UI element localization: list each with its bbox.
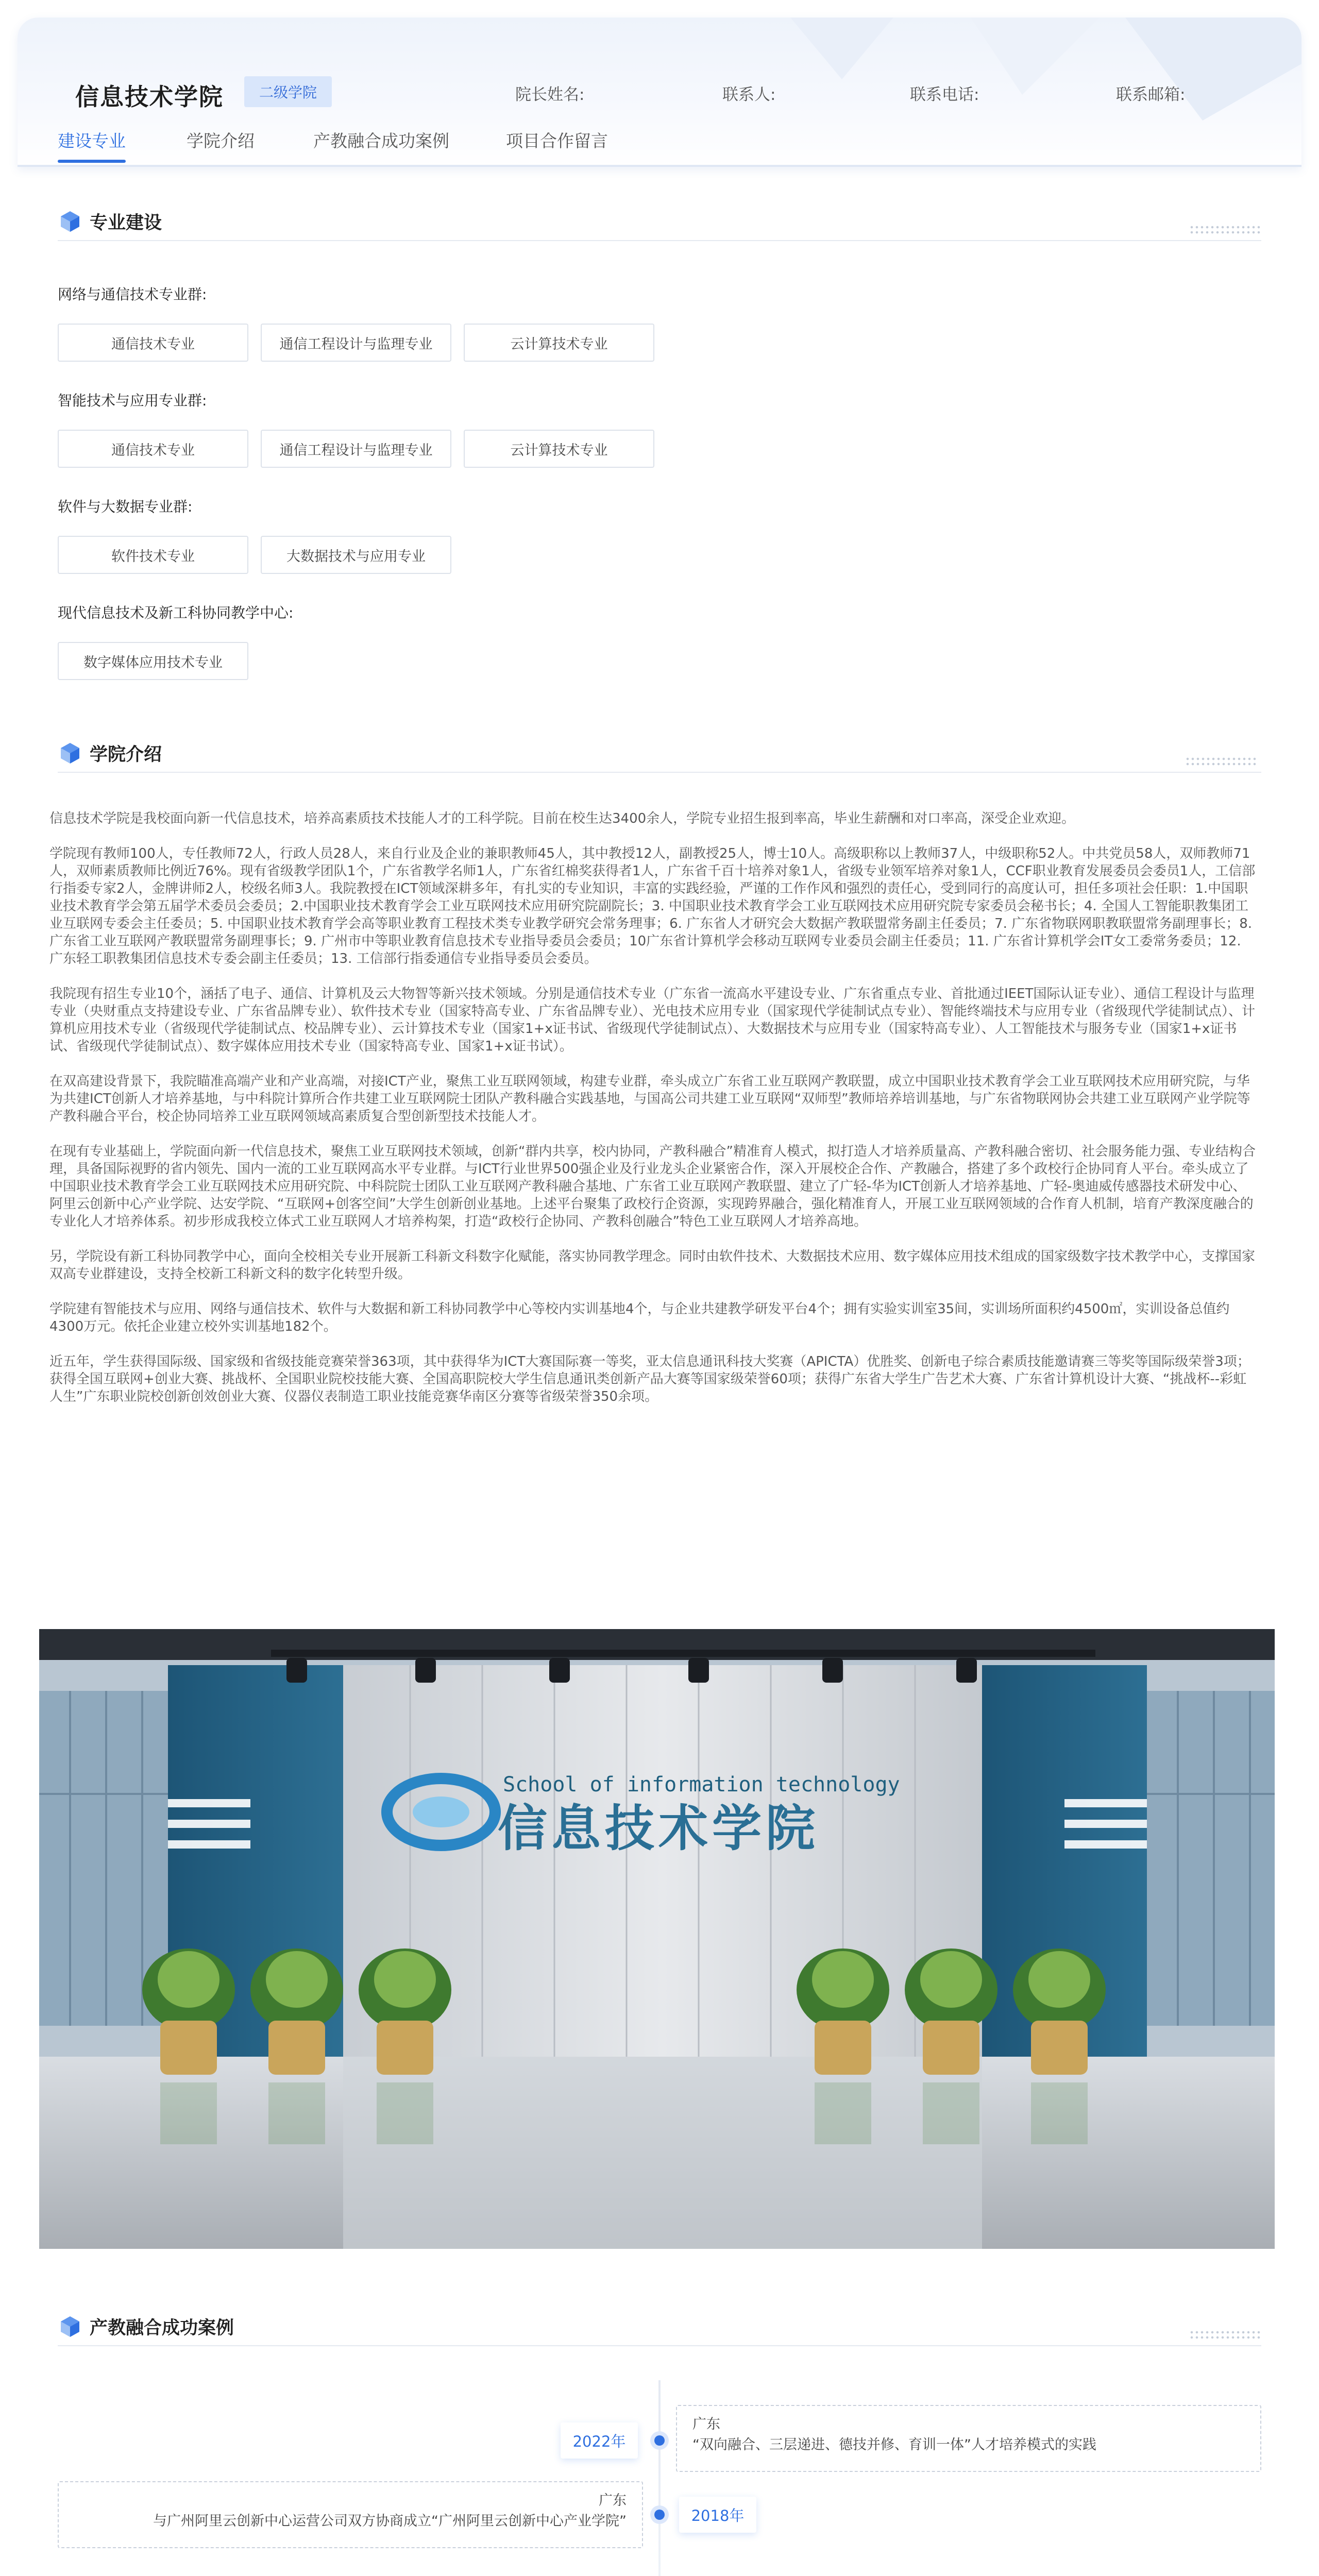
tab-cases[interactable]: 产教融合成功案例 xyxy=(313,131,449,151)
major-chip[interactable]: 通信工程设计与监理专业 xyxy=(261,430,451,468)
case-description: 与广州阿里云创新中心运营公司双方协商成立“广州阿里云创新中心产业学院” xyxy=(153,2513,627,2529)
header-card xyxy=(18,18,1301,167)
cases-title-dots xyxy=(1189,2330,1261,2341)
sign-english-text: School of information technology xyxy=(503,1773,900,1797)
intro-paragraph: 信息技术学院是我校面向新一代信息技术，培养高素质技术技能人才的工科学院。目前在校生达3400余人，学院专业招生报到率高，毕业生薪酬和对口率高，深受企业欢迎。 xyxy=(49,811,1075,826)
timeline-axis xyxy=(658,2380,661,2576)
college-lobby-photo xyxy=(39,1629,1275,2249)
major-chip[interactable]: 通信工程设计与监理专业 xyxy=(261,324,451,362)
intro-paragraph: 学院建有智能技术与应用、网络与通信技术、软件与大数据和新工科协同教学中心等校内实训基地4个，与企业共建教学研发平台4个；拥有实验实训室35间，实训场所面积约4500㎡，实训设备总值约4300万元。依托企业建立校外实训基地182个。 xyxy=(49,1301,1230,1334)
college-level-badge: 二级学院 xyxy=(244,76,332,107)
intro-paragraph: 学院现有教师100人，专任教师72人，行政人员28人，来自行业及企业的兼职教师45人，其中教授12人，副教授25人，博士10人。高级职称以上教师37人，中级职称52人。中共党员58人，双师教师71人，双师素质教师比例近76%。现有省级教学团队1个，广东省教学名师1人，广东省红棉奖获得者1人，广东省千百十培养对象1人，省级专业领军培养对象1人，CCF职业教育发展委员会委员1人，工信部行指委专家2人，金牌讲师2人，校级名师3人。我院教授在ICT领域深耕多年，有扎实的专业知识，丰富的实践经验，严谨的工作作风和强烈的责任心，受到同行的高度认可，担任多项社会任职：1.中国职业技术教育学会第五届学术委员会委员；2.中国职业技术教育学会工业互联网技术应用研究院副院长；3. 中国职业技术教育学会工业互联网技术应用研究院专家委员会秘书长；4. 全国人工智能职教集团工业互联网专委会主任委员；5. 中国职业技术教育学会高等职业教育工程技术类专业教学研究会常务理事；6. 广东省人才研究会大数据产教联盟常务副主任委员；7. 广东省物联网职教联盟常务副理事长；8. 广东省工业互联网产教联盟常务副理事长；9. 广州市中等职业教育信息技术专业指导委员会委员；10广东省计算机学会移动互联网专业委员会副主任委员；11. 广东省计算机学会IT女工委常务委员；12. 广东轻工职教集团信息技术专委会副主任委员；13. 工信部行指委通信专业指导委员会委员。 xyxy=(49,846,1256,967)
major-chip[interactable]: 数字媒体应用技术专业 xyxy=(58,642,248,680)
case-region: 广东 xyxy=(692,2416,720,2432)
cases-section-title xyxy=(58,2311,234,2342)
tab-college-intro[interactable]: 学院介绍 xyxy=(187,131,255,151)
case-card[interactable] xyxy=(676,2405,1261,2472)
major-group-label: 智能技术与应用专业群: xyxy=(58,392,207,409)
case-description: “双向融合、三层递进、德技并修、育训一体”人才培养模式的实践 xyxy=(692,2437,1096,2453)
major-group-label: 现代信息技术及新工科协同教学中心: xyxy=(58,604,294,621)
major-chip[interactable]: 云计算技术专业 xyxy=(464,324,654,362)
major-chip[interactable]: 大数据技术与应用专业 xyxy=(261,536,451,574)
intro-section-title-text: 学院介绍 xyxy=(90,744,162,765)
cases-section-title-text: 产教融合成功案例 xyxy=(90,2318,234,2338)
majors-section-title-text: 专业建设 xyxy=(90,213,162,233)
intro-paragraph: 另，学院设有新工科协同教学中心，面向全校相关专业开展新工科新文科数字化赋能，落实协同教学理念。同时由软件技术、大数据技术应用、数字媒体应用技术组成的国家级数字技术教学中心，支撑国家双高专业群建设，支持全校新工科新文科的数字化转型升级。 xyxy=(49,1249,1256,1282)
intro-title-divider xyxy=(58,772,1261,773)
section-cube-icon xyxy=(58,2314,82,2339)
case-card[interactable] xyxy=(58,2481,643,2548)
intro-paragraph: 在现有专业基础上，学院面向新一代信息技术，聚焦工业互联网技术领域，创新“群内共享，校内协同，产教科融合”精准育人模式，拟打造人才培养质量高、产教科融合密切、社会服务能力强、专业结构合理，具备国际视野的省内领先、国内一流的工业互联网高水平专业群。与ICT行业世界500强企业及行业龙头企业紧密合作，深入开展校企合作、产教融合，搭建了多个政校行企协同育人平台。牵头成立了中国职业技术教育学会工业互联网技术应用研究院、中科院院士团队工业互联网产教科融合基地、广东省工业互联网产教联盟、建立了广轻-华为ICT创新人才培养基地、广轻-奥迪威传感器技术研发中心、阿里云创新中心产业学院、达安学院、“互联网+创客空间”大学生创新创业基地。上述平台聚集了政校行企资源，实现跨界融合，强化精准育人，开展工业互联网领域的合作育人机制，培育产教深度融合的专业化人才培养体系。初步形成我校立体式工业互联网人才培养构架，打造“政校行企协同、产教科创融合”特色工业互联网人才培养高地。 xyxy=(49,1144,1256,1229)
intro-paragraph: 近五年，学生获得国际级、国家级和省级技能竞赛荣誉363项，其中获得华为ICT大赛国际赛一等奖，亚太信息通讯科技大奖赛（APICTA）优胜奖、创新电子综合素质技能邀请赛三等奖等国际级荣誉3项；获得全国互联网+创业大赛、挑战杯、全国职业院校技能大赛、全国高职院校大学生信息通讯类创新产品大赛等国家级荣誉60项；获得广东省大学生广告艺术大赛、广东省计算机设计大赛、“挑战杯--彩虹人生”广东职业院校创新创效创业大赛、仪器仪表制造工职业技能竞赛华南区分赛等省级荣誉350余项。 xyxy=(49,1354,1250,1404)
intro-paragraph: 我院现有招生专业10个，涵括了电子、通信、计算机及云大物智等新兴技术领域。分别是通信技术专业（广东省一流高水平建设专业、广东省重点专业、首批通过IEET国际认证专业）、通信工程设计与监理专业（央财重点支持建设专业、广东省品牌专业）、软件技术专业（国家特高专业、广东省品牌专业）、光电技术应用专业（国家现代学徒制试点专业）、智能终端技术与应用专业（省级现代学徒制试点）、计算机应用技术专业（省级现代学徒制试点、校品牌专业）、云计算技术专业（国家1+x证书试、省级现代学徒制试点）、大数据技术与应用专业（国家特高专业）、人工智能技术与服务专业（国家1+x证书试、省级现代学徒制试点）、数字媒体应用技术专业（国家特高专业、国家1+x证书试）。 xyxy=(49,986,1256,1054)
tab-cooperation-message[interactable]: 项目合作留言 xyxy=(506,131,608,151)
major-group-label: 软件与大数据专业群: xyxy=(58,498,193,515)
majors-title-divider xyxy=(58,240,1261,241)
major-chip[interactable]: 通信技术专业 xyxy=(58,430,248,468)
major-chip[interactable]: 云计算技术专业 xyxy=(464,430,654,468)
timeline-dot xyxy=(654,2435,665,2446)
case-year-tag: 2022年 xyxy=(561,2422,638,2459)
intro-section-title xyxy=(58,738,162,769)
case-year-tag: 2018年 xyxy=(679,2497,756,2533)
majors-title-dots xyxy=(1189,225,1261,236)
contact-email-label: 联系邮箱: xyxy=(1116,86,1186,104)
intro-paragraph: 在双高建设背景下，我院瞄准高端产业和产业高端，对接ICT产业，聚焦工业互联网领域，构建专业群，牵头成立广东省工业互联网产教联盟，成立中国职业技术教育学会工业互联网技术应用研究院，与华为共建ICT创新人才培养基地，与中科院计算所合作共建工业互联网院士团队产教科融合实践基地，与国高公司共建工业互联网“双师型”教师培养培训基地，与广东省物联网协会共建工业互联网产业学院等产教科融合平台，校企协同培养工业互联网领域高素质复合型创新型技术技能人才。 xyxy=(49,1074,1250,1124)
sign-chinese-text: 信息技术学院 xyxy=(498,1799,819,1857)
major-group-label: 网络与通信技术专业群: xyxy=(58,286,207,303)
contact-phone-label: 联系电话: xyxy=(910,86,979,104)
majors-section-title xyxy=(58,206,162,237)
contact-person-label: 联系人: xyxy=(722,86,776,104)
section-cube-icon xyxy=(58,741,82,766)
cases-title-divider xyxy=(58,2345,1261,2346)
college-name: 信息技术学院 xyxy=(75,83,224,111)
lobby-illustration xyxy=(39,1629,1275,2249)
section-cube-icon xyxy=(58,209,82,234)
college-intro-text xyxy=(49,810,1258,1423)
dean-name-label: 院长姓名: xyxy=(515,86,585,104)
tab-majors[interactable]: 建设专业 xyxy=(58,128,126,152)
major-chip[interactable]: 软件技术专业 xyxy=(58,536,248,574)
major-chip[interactable]: 通信技术专业 xyxy=(58,324,248,362)
case-region: 广东 xyxy=(599,2493,627,2509)
intro-title-dots xyxy=(1185,756,1257,768)
timeline-dot xyxy=(654,2510,665,2520)
